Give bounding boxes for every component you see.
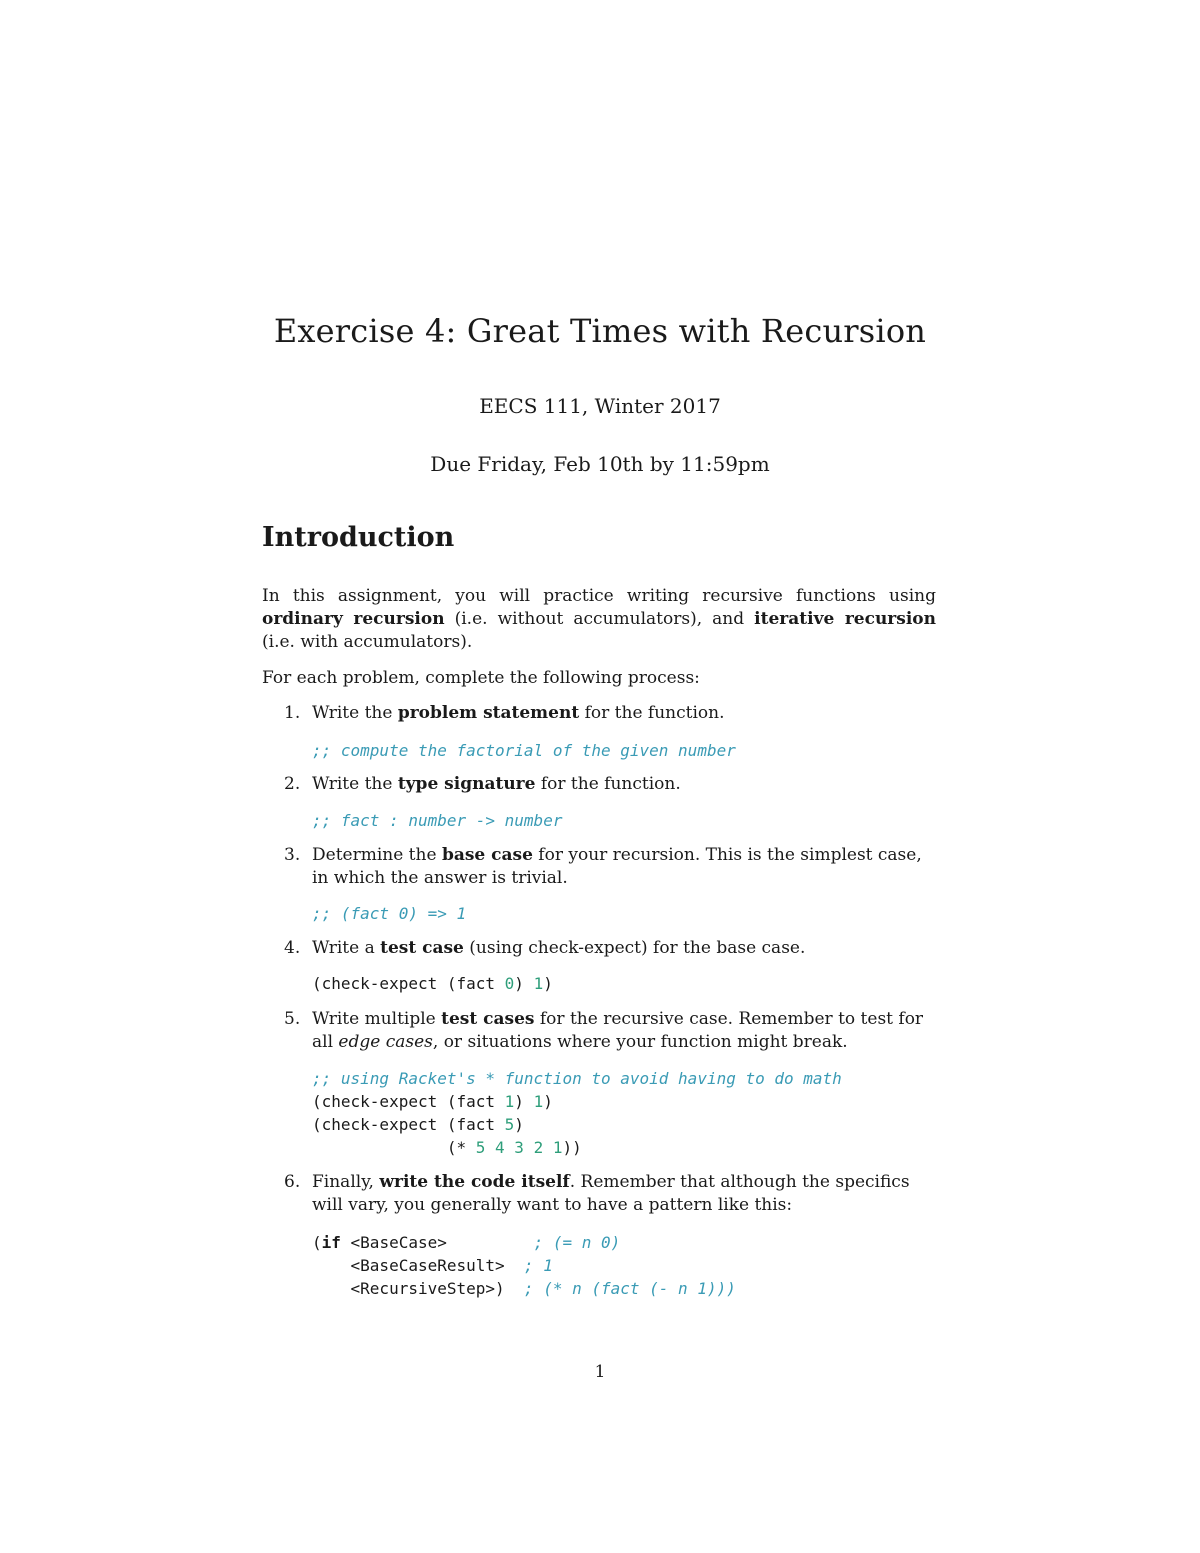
step-text	[312, 1171, 936, 1217]
step-text-bold: test cases	[441, 1009, 535, 1029]
step-text-bold: problem statement	[397, 703, 580, 723]
step-text	[312, 1008, 936, 1054]
document-title: Exercise 4: Great Times with Recursion	[273, 312, 927, 350]
code-comment: ;; fact : number -> number	[312, 811, 563, 830]
code-step-1	[312, 739, 736, 762]
code-text: (	[312, 1233, 322, 1252]
code-number: 1	[533, 1092, 544, 1111]
step-text-post: for the function.	[579, 703, 725, 723]
code-text: (*	[312, 1138, 476, 1157]
code-text: )	[514, 1092, 534, 1111]
code-text: )	[514, 974, 534, 993]
code-comment: ;; using Racket's * function to avoid having to do math	[312, 1069, 842, 1088]
step-text-post: for the recursive case. Remember to test for all	[312, 1009, 924, 1052]
code-step-2	[312, 809, 562, 832]
code-step-5	[312, 1067, 842, 1159]
step-text-bold: write the code itself	[379, 1172, 570, 1192]
code-comment: ; 1	[523, 1256, 553, 1275]
code-text: <BaseCase>	[340, 1233, 534, 1252]
code-text: )	[543, 974, 553, 993]
section-heading-introduction: Introduction	[262, 522, 455, 553]
code-text: ))	[562, 1138, 582, 1157]
code-comment: ; (= n 0)	[533, 1233, 621, 1252]
step-number: 2.	[284, 774, 301, 794]
step-text-pre: Finally,	[312, 1172, 380, 1192]
step-number: 6.	[284, 1172, 301, 1192]
code-text: (check-expect (fact	[312, 1115, 505, 1134]
step-text	[312, 844, 936, 890]
step-text-pre: Write multiple	[312, 1009, 442, 1029]
step-text-post: (using check-expect) for the base case.	[463, 938, 806, 958]
code-keyword: if	[321, 1233, 341, 1252]
step-text-bold: base case	[441, 845, 533, 865]
code-text: <RecursiveStep>)	[312, 1279, 524, 1298]
code-text: (check-expect (fact	[312, 1092, 505, 1111]
step-number: 1.	[284, 703, 301, 723]
intro-text-1: In this assignment, you will practice writing recursive functions using	[262, 586, 936, 606]
code-number: 1	[533, 974, 544, 993]
due-date: Due Friday, Feb 10th by 11:59pm	[430, 452, 770, 476]
step-text-pre: Write the	[312, 703, 398, 723]
step-number: 3.	[284, 845, 301, 865]
intro-text-2: (i.e. without accumulators), and	[444, 609, 755, 629]
code-comment: ;; compute the factorial of the given number	[312, 741, 736, 760]
code-comment: ;; (fact 0) => 1	[312, 904, 467, 923]
step-text-pre: Write the	[312, 774, 398, 794]
step-text-bold: type signature	[397, 774, 536, 794]
page-number: 1	[594, 1362, 606, 1382]
code-text: (check-expect (fact	[312, 974, 505, 993]
code-text: )	[514, 1115, 524, 1134]
step-text-post: for the function.	[535, 774, 681, 794]
process-intro: For each problem, complete the following process:	[262, 668, 700, 688]
step-text-pre: Write a	[312, 938, 381, 958]
step-text-post: , or situations where your function might break.	[432, 1032, 848, 1052]
code-text: )	[543, 1092, 553, 1111]
code-number: 1	[504, 1092, 515, 1111]
course-info: EECS 111, Winter 2017	[479, 394, 721, 418]
step-text-pre: Determine the	[312, 845, 442, 865]
intro-ordinary-recursion: ordinary recursion	[262, 609, 445, 629]
code-step-6	[312, 1231, 736, 1300]
step-number: 5.	[284, 1009, 301, 1029]
code-text: <BaseCaseResult>	[312, 1256, 524, 1275]
intro-text-3: (i.e. with accumulators).	[262, 632, 473, 652]
intro-iterative-recursion: iterative recursion	[754, 609, 936, 629]
step-text-italic: edge cases	[338, 1032, 433, 1052]
step-text	[312, 937, 936, 960]
code-number: 5	[504, 1115, 515, 1134]
step-text	[312, 773, 936, 796]
step-text-post: . Remember that although the specifics will vary, you generally want to have a pattern like this:	[312, 1172, 910, 1215]
code-step-3	[312, 902, 466, 925]
step-text	[312, 702, 936, 725]
code-number: 0	[504, 974, 515, 993]
step-text-post: for your recursion. This is the simplest case, in which the answer is trivial.	[312, 845, 922, 888]
step-text-bold: test case	[380, 938, 464, 958]
intro-paragraph	[262, 585, 936, 654]
code-comment: ; (* n (fact (- n 1)))	[523, 1279, 736, 1298]
code-step-4	[312, 972, 553, 995]
step-number: 4.	[284, 938, 301, 958]
code-number: 5 4 3 2 1	[475, 1138, 563, 1157]
